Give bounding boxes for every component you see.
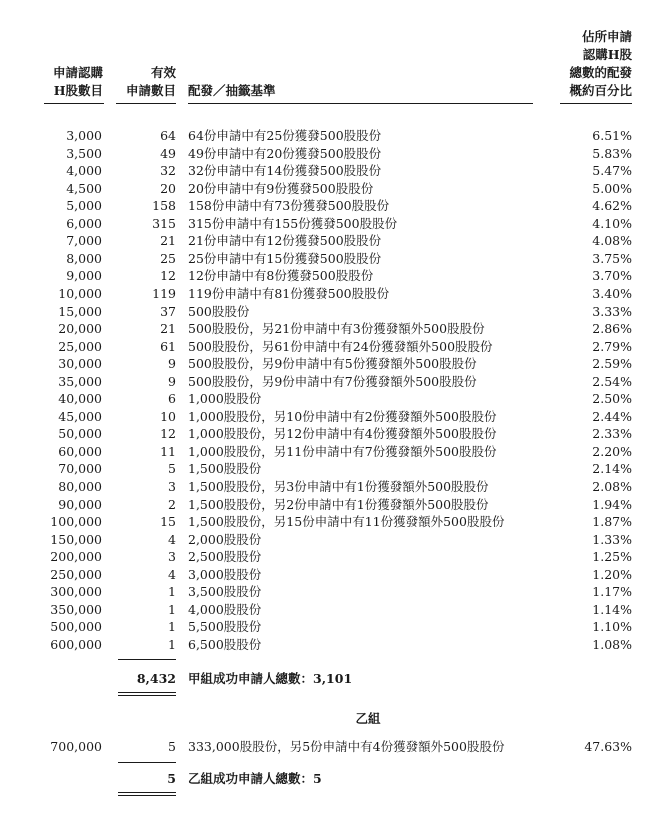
- shares-applied: 40,000: [58, 391, 102, 407]
- allocation-percentage: 1.33%: [592, 531, 632, 547]
- allocation-basis: 500股股份: [188, 303, 250, 319]
- table-row: [0, 180, 666, 198]
- shares-applied: 30,000: [58, 356, 102, 372]
- shares-applied: 350,000: [50, 601, 102, 617]
- valid-applications: 4: [168, 531, 176, 547]
- table-row: [0, 636, 666, 654]
- shares-applied: 3,000: [66, 128, 102, 143]
- table-row: [0, 215, 666, 233]
- shares-applied: 60,000: [58, 443, 102, 459]
- allocation-percentage: 4.10%: [592, 215, 632, 231]
- shares-applied: 35,000: [58, 373, 102, 389]
- valid-applications: 1: [168, 636, 176, 652]
- shares-applied: 90,000: [58, 496, 102, 512]
- allocation-basis: 1,500股股份，另2份申請中有1份獲發額外500股股份: [188, 496, 489, 512]
- group-a-total-count: 8,432: [136, 671, 176, 686]
- allocation-basis: 500股股份，另21份申請中有3份獲發額外500股股份: [188, 321, 485, 337]
- header-col-basis: 配發／抽籤基準: [188, 83, 276, 98]
- table-row: [0, 320, 666, 338]
- allocation-basis: 25份申請中有15份獲發500股股份: [188, 250, 382, 266]
- group-b-row: [0, 738, 666, 756]
- shares-applied: 600,000: [50, 636, 102, 652]
- valid-applications: 1: [168, 584, 176, 600]
- allocation-percentage: 1.94%: [592, 496, 632, 512]
- header-col-valid-applications: 有效 申請數目: [125, 65, 176, 98]
- valid-applications: 49: [160, 145, 176, 161]
- group-a-total-underline-1: [118, 692, 176, 693]
- valid-applications: 2: [168, 496, 176, 512]
- allocation-percentage: 5.00%: [592, 180, 632, 196]
- valid-applications: 32: [160, 163, 176, 179]
- group-b-total-underline-1: [118, 792, 176, 793]
- shares-applied: 50,000: [58, 426, 102, 442]
- valid-applications: 11: [160, 443, 176, 459]
- table-row: [0, 566, 666, 584]
- valid-applications: 21: [160, 321, 176, 337]
- valid-applications: 9: [168, 356, 176, 372]
- shares-applied: 8,000: [66, 250, 102, 266]
- valid-applications: 1: [168, 601, 176, 617]
- header-underline-col1: [44, 103, 104, 104]
- group-b-total-label: 乙組成功申請人總數：5: [188, 771, 322, 786]
- table-row: [0, 162, 666, 180]
- header-col-percentage: 佔所申請 認購H股 總數的配發 概約百分比: [569, 29, 632, 98]
- shares-applied: 3,500: [66, 145, 102, 161]
- valid-applications: 64: [160, 128, 176, 143]
- allocation-percentage: 1.08%: [592, 636, 632, 652]
- shares-applied: 4,000: [66, 163, 102, 179]
- table-row: [0, 250, 666, 268]
- allocation-percentage: 2.86%: [592, 321, 632, 337]
- valid-applications: 20: [160, 180, 176, 196]
- shares-applied: 70,000: [58, 461, 102, 477]
- header-underline-col4: [560, 103, 632, 104]
- group-a-total-label: 甲組成功申請人總數：3,101: [188, 671, 353, 686]
- shares-applied: 5,000: [66, 198, 102, 214]
- table-row: [0, 425, 666, 443]
- allocation-basis: 315份申請中有155份獲發500股股份: [188, 215, 398, 231]
- allocation-basis: 158份申請中有73份獲發500股股份: [188, 198, 390, 214]
- allocation-percentage: 2.79%: [592, 338, 632, 354]
- valid-applications: 21: [160, 233, 176, 249]
- valid-applications: 37: [160, 303, 176, 319]
- table-row: [0, 390, 666, 408]
- shares-applied: 250,000: [50, 566, 102, 582]
- allocation-basis: 4,000股股份: [188, 601, 262, 617]
- shares-applied: 45,000: [58, 408, 102, 424]
- allocation-basis: 500股股份，另9份申請中有5份獲發額外500股股份: [188, 356, 477, 372]
- allocation-percentage: 3.33%: [592, 303, 632, 319]
- allocation-percentage: 2.33%: [592, 426, 632, 442]
- valid-applications: 158: [152, 198, 176, 214]
- allocation-basis: 1,000股股份，另10份申請中有2份獲發額外500股股份: [188, 408, 497, 424]
- header-col-shares-applied: 申請認購 H股數目: [52, 65, 103, 98]
- allocation-percentage: 4.08%: [592, 233, 632, 249]
- group-a-subtotal-line: [118, 659, 176, 660]
- valid-applications: 6: [168, 391, 176, 407]
- shares-applied: 10,000: [58, 285, 102, 301]
- shares-applied: 7,000: [66, 233, 102, 249]
- valid-applications: 315: [152, 215, 176, 231]
- allocation-basis: 5,500股股份: [188, 619, 262, 635]
- table-row: [0, 338, 666, 356]
- table-row: [0, 496, 666, 514]
- allocation-percentage: 2.59%: [592, 356, 632, 372]
- valid-applications: 5: [168, 461, 176, 477]
- table-row: [0, 548, 666, 566]
- allocation-percentage: 3.70%: [592, 268, 632, 284]
- shares-applied: 4,500: [66, 180, 102, 196]
- shares-applied: 80,000: [58, 479, 102, 494]
- table-row: [0, 232, 666, 250]
- group-b-title: 乙組: [355, 711, 381, 726]
- allocation-percentage: 1.20%: [592, 566, 632, 582]
- allocation-basis: 1,000股股份，另11份申請中有7份獲發額外500股股份: [188, 443, 497, 459]
- table-row: [0, 583, 666, 601]
- allocation-percentage: 2.20%: [592, 443, 632, 459]
- allocation-percentage: 3.75%: [592, 250, 632, 266]
- table-row: [0, 285, 666, 303]
- valid-applications: 3: [168, 549, 176, 565]
- allocation-basis: 500股股份，另61份申請中有24份獲發額外500股股份: [188, 338, 493, 354]
- table-row: [0, 460, 666, 478]
- group-b-subtotal-line: [118, 762, 176, 763]
- table-row: [0, 355, 666, 373]
- valid-applications: 5: [168, 739, 176, 754]
- table-row: [0, 197, 666, 215]
- table-row: [0, 531, 666, 549]
- valid-applications: 12: [160, 268, 176, 284]
- table-row: [0, 127, 666, 145]
- table-row: [0, 303, 666, 321]
- allocation-percentage: 1.10%: [592, 619, 632, 635]
- shares-applied: 6,000: [66, 215, 102, 231]
- allocation-basis: 2,000股股份: [188, 531, 262, 547]
- allocation-percentage: 2.08%: [592, 479, 632, 494]
- allocation-basis: 64份申請中有25份獲發500股股份: [188, 128, 382, 143]
- allocation-percentage: 5.47%: [592, 163, 632, 179]
- shares-applied: 500,000: [50, 619, 102, 635]
- allocation-basis: 12份申請中有8份獲發500股股份: [188, 268, 374, 284]
- header-underline-col3: [188, 103, 533, 104]
- valid-applications: 4: [168, 566, 176, 582]
- allocation-percentage: 1.17%: [592, 584, 632, 600]
- shares-applied: 15,000: [58, 303, 102, 319]
- shares-applied: 150,000: [50, 531, 102, 547]
- allocation-percentage: 2.54%: [592, 373, 632, 389]
- allocation-basis: 333,000股股份，另5份申請中有4份獲發額外500股股份: [188, 739, 505, 754]
- allocation-percentage: 2.14%: [592, 461, 632, 477]
- allocation-basis: 3,000股股份: [188, 566, 262, 582]
- shares-applied: 200,000: [50, 549, 102, 565]
- table-row: [0, 373, 666, 391]
- group-a-total-underline-2: [118, 695, 176, 696]
- table-row: [0, 513, 666, 531]
- shares-applied: 100,000: [50, 514, 102, 530]
- table-row: [0, 267, 666, 285]
- allocation-basis: 1,000股股份，另12份申請中有4份獲發額外500股股份: [188, 426, 497, 442]
- allocation-percentage: 3.40%: [592, 285, 632, 301]
- allocation-basis: 119份申請中有81份獲發500股股份: [188, 285, 390, 301]
- table-row: [0, 601, 666, 619]
- allocation-basis: 32份申請中有14份獲發500股股份: [188, 163, 382, 179]
- allocation-percentage: 5.83%: [592, 145, 632, 161]
- allocation-basis: 1,500股股份，另3份申請中有1份獲發額外500股股份: [188, 479, 489, 494]
- allocation-basis: 3,500股股份: [188, 584, 262, 600]
- shares-applied: 300,000: [50, 584, 102, 600]
- group-b-total-count: 5: [167, 771, 176, 786]
- allocation-basis: 49份申請中有20份獲發500股股份: [188, 145, 382, 161]
- allocation-basis: 21份申請中有12份獲發500股股份: [188, 233, 382, 249]
- valid-applications: 25: [160, 250, 176, 266]
- allocation-basis: 20份申請中有9份獲發500股股份: [188, 180, 374, 196]
- allocation-basis: 1,500股股份: [188, 461, 262, 477]
- allocation-basis: 1,500股股份，另15份申請中有11份獲發額外500股股份: [188, 514, 505, 530]
- table-row: [0, 443, 666, 461]
- allocation-percentage: 1.14%: [592, 601, 632, 617]
- shares-applied: 700,000: [50, 739, 102, 754]
- allocation-percentage: 6.51%: [592, 128, 632, 143]
- table-row: [0, 408, 666, 426]
- valid-applications: 15: [160, 514, 176, 530]
- valid-applications: 10: [160, 408, 176, 424]
- valid-applications: 9: [168, 373, 176, 389]
- allocation-percentage: 4.62%: [592, 198, 632, 214]
- allocation-percentage: 47.63%: [584, 739, 632, 754]
- allocation-percentage: 1.87%: [592, 514, 632, 530]
- table-row: [0, 478, 666, 496]
- shares-applied: 20,000: [58, 321, 102, 337]
- shares-applied: 25,000: [58, 338, 102, 354]
- allocation-basis: 1,000股股份: [188, 391, 262, 407]
- valid-applications: 61: [160, 338, 176, 354]
- shares-applied: 9,000: [66, 268, 102, 284]
- allocation-basis: 500股股份，另9份申請中有7份獲發額外500股股份: [188, 373, 477, 389]
- valid-applications: 1: [168, 619, 176, 635]
- allocation-percentage: 2.44%: [592, 408, 632, 424]
- group-b-total-underline-2: [118, 795, 176, 796]
- header-underline-col2: [116, 103, 176, 104]
- table-row: [0, 618, 666, 636]
- allocation-basis: 2,500股股份: [188, 549, 262, 565]
- allocation-percentage: 1.25%: [592, 549, 632, 565]
- table-row: [0, 145, 666, 163]
- valid-applications: 12: [160, 426, 176, 442]
- valid-applications: 119: [152, 285, 176, 301]
- allocation-basis: 6,500股股份: [188, 636, 262, 652]
- valid-applications: 3: [168, 479, 176, 494]
- allocation-percentage: 2.50%: [592, 391, 632, 407]
